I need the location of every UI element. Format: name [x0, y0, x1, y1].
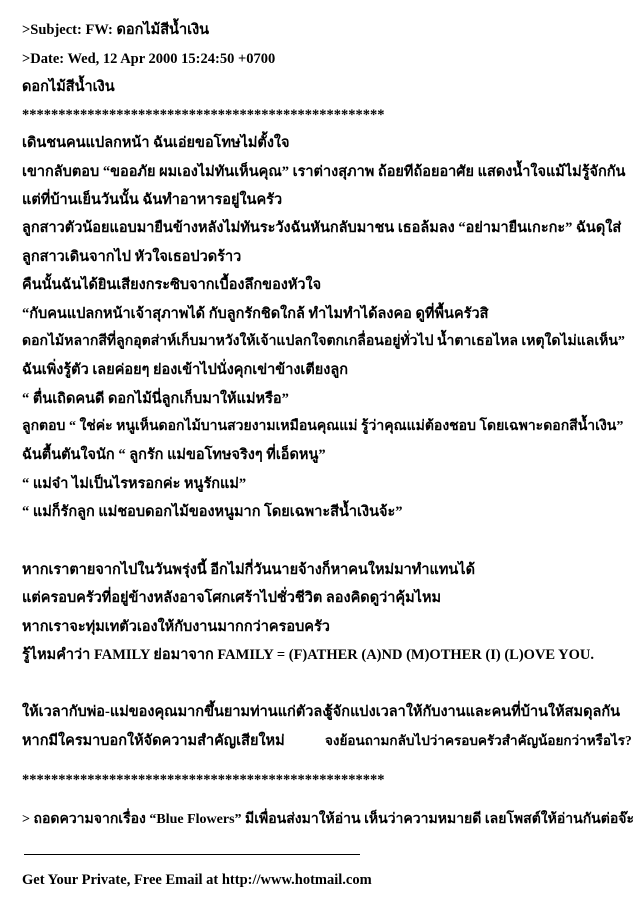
separator: **************************************************: [22, 772, 385, 788]
body-line: “ แม่ก็รักลูก แม่ชอบดอกไม้ของหนูมาก โดยเฉพาะสีน้ำเงินจ้ะ”: [22, 504, 403, 520]
body-line: คืนนั้นฉันได้ยินเสียงกระซิบจากเบื้องลึกของหัวใจ: [22, 277, 322, 293]
closing-right-line: จงย้อนถามกลับไปว่าครอบครัวสำคัญน้อยกว่าหรือไร?: [325, 733, 632, 748]
body-line: ฉันตื้นตันใจนัก “ ลูกรัก แม่ขอโทษจริงๆ ที่เอ็ดหนู”: [22, 447, 326, 463]
body-line: เขากลับตอบ “ขออภัย ผมเองไม่ทันเห็นคุณ” เราต่างสุภาพ ถ้อยทีถ้อยอาศัย แสดงน้ำใจแม้ไม่รู้จักกัน: [22, 164, 626, 180]
body-line: ลูกสาวตัวน้อยแอบมายืนข้างหลังไม่ทันระวังฉันหันกลับมาชน เธอล้มลง “อย่ามายืนเกะกะ” ฉันดุใส่: [22, 220, 622, 236]
body-line: ฉันเพิ่งรู้ตัว เลยค่อยๆ ย่องเข้าไปนั่งคุกเข่าข้างเตียงลูก: [22, 362, 349, 378]
signature-divider: [24, 854, 360, 855]
body-line: ลูกสาวเดินจากไป หัวใจเธอปวดร้าว: [22, 249, 242, 265]
footer-note: > ถอดความจากเรื่อง “Blue Flowers” มีเพื่อนส่งมาให้อ่าน เห็นว่าความหมายดี เลยโพสต์ให้อ่านกันต่อจ๊ะ: [22, 812, 634, 827]
body-line: เดินชนคนแปลกหน้า ฉันเอ่ยขอโทษไม่ตั้งใจ: [22, 135, 290, 151]
closing-left-line: หากมีใครมาบอกให้จัดความสำคัญเสียใหม่: [22, 733, 285, 749]
closing-left-line: ให้เวลากับพ่อ-แม่ของคุณมากขึ้นยามท่านแก่ตัวลง: [22, 704, 330, 720]
closing-right-line: รู้จักแบ่งเวลาให้กับงานและคนที่บ้านให้สมดุลกัน: [325, 704, 621, 720]
body-line: ดอกไม้หลากสีที่ลูกอุตส่าห์เก็บมาหวังให้เจ้าแปลกใจตกเกลื่อนอยู่ทั่วไป น้ำตาเธอไหล เหตุใดไม่แลเห็น”: [22, 334, 625, 349]
body-line: “กับคนแปลกหน้าเจ้าสุภาพได้ กับลูกรักชิดใกล้ ทำไมทำได้ลงคอ ดูที่พื้นครัวสิ: [22, 306, 489, 322]
body-line: “ แม่จ๋า ไม่เป็นไรหรอกค่ะ หนูรักแม่”: [22, 476, 247, 492]
reflection-line: หากเราจะทุ่มเทตัวเองให้กับงานมากกว่าครอบครัว: [22, 619, 330, 635]
email-title: ดอกไม้สีน้ำเงิน: [22, 79, 115, 95]
reflection-line: หากเราตายจากไปในวันพรุ่งนี้ อีกไม่กี่วันนายจ้างก็หาคนใหม่มาทำแทนได้: [22, 562, 475, 578]
separator: **************************************************: [22, 107, 385, 123]
body-line: ลูกตอบ “ ใช่ค่ะ หนูเห็นดอกไม้บานสวยงามเหมือนคุณแม่ รู้ว่าคุณแม่ต้องชอบ โดยเฉพาะดอกสีน้ำเงิน”: [22, 419, 624, 434]
body-line: “ ตื่นเถิดคนดี ดอกไม้นี่ลูกเก็บมาให้แม่หรือ”: [22, 391, 289, 407]
reflection-line: รู้ไหมคำว่า FAMILY ย่อมาจาก FAMILY = (F)ATHER (A)ND (M)OTHER (I) (L)OVE YOU.: [22, 647, 595, 663]
subject-line: >Subject: FW: ดอกไม้สีน้ำเงิน: [22, 22, 210, 38]
body-line: แต่ที่บ้านเย็นวันนั้น ฉันทำอาหารอยู่ในครัว: [22, 192, 283, 208]
signature-link[interactable]: Get Your Private, Free Email at http://www.hotmail.com: [22, 872, 372, 888]
date-line: >Date: Wed, 12 Apr 2000 15:24:50 +0700: [22, 51, 276, 67]
reflection-line: แต่ครอบครัวที่อยู่ข้างหลังอาจโศกเศร้าไปชั่วชีวิต ลองคิดดูว่าคุ้มไหม: [22, 590, 442, 606]
